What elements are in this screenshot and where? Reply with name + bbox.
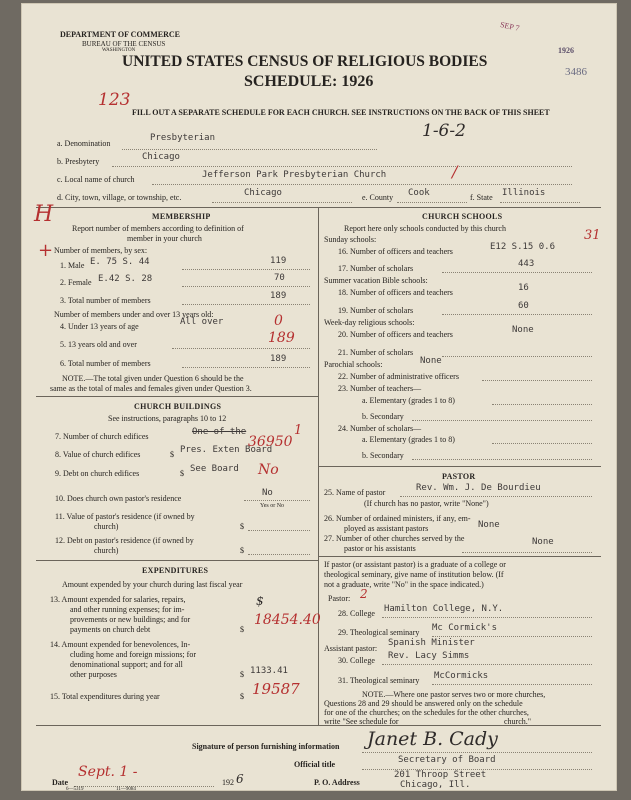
q6-label: 6. Total number of members: [60, 359, 151, 368]
church-name-label: c. Local name of church: [57, 175, 135, 184]
buildings-sub: See instructions, paragraphs 10 to 12: [108, 414, 227, 423]
q13-label-2: and other running expenses; for im-: [70, 605, 185, 614]
department-label: DEPARTMENT OF COMMERCE: [60, 30, 181, 39]
q1-breakdown: E. 75 S. 44: [90, 257, 150, 267]
q23-label: 23. Number of teachers—: [338, 384, 422, 393]
handwritten-number: 123: [98, 90, 131, 110]
pastor-sublabel: Pastor:: [328, 594, 351, 603]
q26-label-1: 26. Number of ordained ministers, if any, em-: [324, 514, 471, 523]
q23a-label: a. Elementary (grades 1 to 8): [362, 396, 455, 405]
q14-value: 1133.41: [250, 666, 288, 676]
assistant-pastor-value: Spanish Minister: [388, 638, 475, 648]
q14-label-1: 14. Amount expended for benevolences, In-: [50, 640, 191, 649]
parochial-value: None: [420, 356, 442, 366]
yes-no-hint: Yes or No: [260, 503, 285, 509]
q9-label: 9. Debt on church edifices: [55, 469, 140, 478]
q22-label: 22. Number of administrative officers: [338, 372, 459, 381]
q24-label: 24. Number of scholars—: [338, 424, 422, 433]
sunday-schools-label: Sunday schools:: [324, 235, 377, 244]
q3-label: 3. Total number of members: [60, 296, 151, 305]
q19-label: 19. Number of scholars: [338, 306, 414, 315]
print-number: 11—9084: [116, 787, 136, 792]
q21-label: 21. Number of scholars: [338, 348, 414, 357]
graduate-note-3: not a graduate, write "No" in the space indicated.): [324, 580, 484, 589]
presbytery-value: Chicago: [142, 152, 180, 162]
q9-value: No: [258, 462, 279, 478]
q11-label-2: church): [94, 522, 119, 531]
q5-label: 5. 13 years old and over: [60, 340, 137, 349]
q13-label-1: 13. Amount expended for salaries, repairs,: [50, 595, 186, 604]
q8-label: 8. Value of church edifices: [55, 450, 141, 459]
county-value: Cook: [408, 188, 430, 198]
q4-value: 0: [274, 313, 283, 329]
schools-sub: Report here only schools conducted by this church: [344, 224, 506, 233]
form-title: UNITED STATES CENSUS OF RELIGIOUS BODIES: [122, 53, 488, 70]
denomination-label: a. Denomination: [57, 139, 111, 148]
state-value: Illinois: [502, 188, 546, 198]
q3-value: 189: [270, 291, 287, 301]
po-address-line-1: 201 Throop Street: [394, 770, 487, 780]
handwritten-mark: H: [34, 202, 54, 227]
members-by-sex-label: Number of members, by sex:: [54, 246, 148, 255]
pastor-note-4: write "See schedule for: [324, 717, 399, 726]
graduate-note-2: theological seminary, give name of institution below. (If: [324, 570, 504, 579]
year-prefix: 192: [222, 778, 234, 787]
q24a-label: a. Elementary (grades 1 to 8): [362, 435, 455, 444]
q31-label: 31. Theological seminary: [338, 676, 420, 685]
q15-value: 19587: [252, 680, 300, 698]
q14-label-3: denominational support; and for all: [70, 660, 183, 669]
q13-label-4: payments on church debt: [70, 625, 151, 634]
expenditures-sub: Amount expended by your church during last fiscal year: [62, 580, 243, 589]
year-suffix: 6: [236, 772, 244, 786]
q13-label-3: provements or new buildings; and for: [70, 615, 191, 624]
q27-value: None: [532, 537, 554, 547]
presbytery-label: b. Presbytery: [57, 157, 100, 166]
official-title-label: Official title: [294, 760, 336, 769]
church-buildings-heading: CHURCH BUILDINGS: [134, 402, 222, 411]
city-label: d. City, town, village, or township, etc.: [57, 193, 182, 202]
q10-label: 10. Does church own pastor's residence: [55, 494, 182, 503]
q28-label: 28. College: [338, 609, 375, 618]
q31-value: McCormicks: [434, 671, 489, 681]
census-schedule-sheet: DEPARTMENT OF COMMERCE BUREAU OF THE CENSUS WASHINGTON UNITED STATES CENSUS OF RELIGIOUS BODIES SCHEDULE: 1926 SEP 7 1926 3486 123 FILL OUT A SEPARATE SCHEDULE FOR EACH CHURCH. SEE INSTRUCTIONS ON THE BACK OF THIS SHEET a. Denomination Presbyterian 1-6-2 b. Presbytery Chicago c. Local name of church Jefferson Park Presbyterian Church / d. City, town, village, or township, etc. Chicago e. County Cook f. State Illinois H MEMBERSHIP Report number of members according to definition of member in your church Number of members, by sex: + 1. Male E. 75 S. 44 119 2. Female E.42 S. 28 70 3. Total number of members 189 Number of members under and over 13 years old: 4. Under 13 years of age All over 0 5. 13 years old and over 189 6. Total number of members 189 NOTE.—The total given under Question 6 should be the same as the total of males and females given under Question 3. CHURCH BUILDINGS See instructions, paragraphs 10 to 12 7. Number of church edifices One of the 1 8. Value of church edifices $ Pres. Exten Board 36950 9. Debt on church edifices $ See Board No 10. Does church own pastor's residence No Yes or No 11. Value of pastor's residence (if owned by church) $ 12. Debt on pastor's residence (if owned by church) $ EXPENDITURES Amount expended by your church during last fiscal year 13. Amount expended for salaries, repairs, and other running expenses; for im- provements or new buildings; and for payments on church debt $ 18454.40 $ 14. Amount expended for benevolences, In- cluding home and foreign missions; for denominational support; and for all other purposes $ 1133.41 15. Total expenditures during year $ 19587 CHURCH SCHOOLS Report here only schools conducted by this church Sunday schools: 16. Number of officers and teachers E12 S.15 0.6 31 17. Number of scholars 443 Summer vacation Bible schools: 18. Number of officers and teachers 16 19. Number of scholars 60 Week-day religious schools: 20. Number of officers and teachers None 21. Number of scholars Parochial schools: None 22. Number of administrative officers 23. Number of teachers— a. Elementary (grades 1 to 8) b. Secondary 24. Number of scholars— a. Elementary (grades 1 to 8) b. Secondary PASTOR 25. Name of pastor Rev. Wm. J. De Bourdieu (If church has no pastor, write "None") 26. Number of ordained ministers, if any, em- ployed as assistant pastors None 27. Number of other churches served by the pastor or his assistants None If pastor (or assistant pastor) is a graduate of a college or theological seminary, give name of institution below. (If not a graduate, write "No" in the space indicated.) Pastor: 2 28. College Hamilton College, N.Y. 29. Theological seminary Mc Cormick's Assistant pastor: Spanish Minister 30. College Rev. Lacy Simms 31. Theological seminary McCormicks NOTE.—Where one pastor serves two or more churches, Questions 28 and 29 should be answered only on the schedule for one of the churches; on the schedules for the other churches, write "See schedule for church." Signature of person furnishing information Janet B. Cady Official title Secretary of Board Date Sept. 1 - 192 6 P. O. Address 201 Throop Street Chicago, Ill. 6—5319 11—9084: [22, 4, 616, 790]
q17-label: 17. Number of scholars: [338, 264, 414, 273]
q12-label-2: church): [94, 546, 119, 555]
q1-label: 1. Male: [60, 261, 85, 270]
q14-label-2: cluding home and foreign missions; for: [70, 650, 196, 659]
pastor-mark: 2: [360, 587, 368, 601]
q30-label: 30. College: [338, 656, 375, 665]
q25-label: 25. Name of pastor: [324, 488, 386, 497]
pastor-heading: PASTOR: [442, 472, 476, 481]
membership-heading: MEMBERSHIP: [152, 212, 211, 221]
summer-schools-label: Summer vacation Bible schools:: [324, 276, 428, 285]
county-label: e. County: [362, 193, 394, 202]
q5-value: 189: [268, 330, 295, 346]
q28-value: Hamilton College, N.Y.: [384, 604, 504, 614]
q7-label: 7. Number of church edifices: [55, 432, 149, 441]
q27-label-1: 27. Number of other churches served by the: [324, 534, 465, 543]
q8-value: 36950: [248, 434, 293, 450]
q15-dollar: $: [240, 692, 244, 701]
received-stamp-date: SEP 7: [499, 20, 521, 33]
graduate-note-1: If pastor (or assistant pastor) is a graduate of a college or: [324, 560, 506, 569]
q26-value: None: [478, 520, 500, 530]
q2-label: 2. Female: [60, 278, 92, 287]
q26-label-2: ployed as assistant pastors: [344, 524, 429, 533]
q1-value: 119: [270, 256, 287, 266]
received-stamp-year: 1926: [558, 46, 574, 55]
q13-dollar: $: [240, 625, 244, 634]
q16-label: 16. Number of officers and teachers: [338, 247, 453, 256]
q7-value: One of the: [192, 427, 247, 437]
q13-value: 18454.40: [254, 612, 321, 628]
q18-label: 18. Number of officers and teachers: [338, 288, 453, 297]
q4-note: All over: [180, 317, 224, 327]
date-label: Date: [52, 778, 68, 787]
q2-value: 70: [274, 273, 285, 283]
q24b-label: b. Secondary: [362, 451, 404, 460]
handwritten-code: 1-6-2: [422, 121, 466, 141]
q25-note: (If church has no pastor, write "None"): [364, 499, 489, 508]
q4-label: 4. Under 13 years of age: [60, 322, 139, 331]
q16-value: E12 S.15 0.6: [490, 242, 556, 252]
assistant-pastor-label: Assistant pastor:: [324, 644, 378, 653]
q6-value: 189: [270, 354, 287, 364]
q11-label-1: 11. Value of pastor's residence (if owned by: [55, 512, 195, 521]
q14-dollar: $: [240, 670, 244, 679]
q27-label-2: pastor or his assistants: [344, 544, 416, 553]
q19-value: 60: [518, 301, 529, 311]
signature-label: Signature of person furnishing information: [192, 742, 340, 751]
city-label: WASHINGTON: [102, 48, 136, 53]
state-label: f. State: [470, 193, 493, 202]
q25-value: Rev. Wm. J. De Bourdieu: [416, 483, 541, 493]
file-number-stamp: 3486: [565, 66, 587, 78]
date-value: Sept. 1 -: [78, 764, 138, 780]
weekday-schools-label: Week-day religious schools:: [324, 318, 415, 327]
membership-sub1: Report number of members according to definition of: [72, 224, 244, 233]
membership-note-1: NOTE.—The total given under Question 6 should be the: [62, 374, 244, 383]
q2-breakdown: E.42 S. 28: [98, 274, 153, 284]
city-value: Chicago: [244, 188, 282, 198]
schedule-title: SCHEDULE: 1926: [244, 73, 374, 90]
church-schools-heading: CHURCH SCHOOLS: [422, 212, 503, 221]
pastor-note-3: for one of the churches; on the schedules for the other churches,: [324, 708, 529, 717]
q20-value: None: [512, 325, 534, 335]
q12-label-1: 12. Debt on pastor's residence (if owned by: [55, 536, 194, 545]
q30-value: Rev. Lacy Simms: [388, 651, 470, 661]
q18-value: 16: [518, 283, 529, 293]
q17-value: 443: [518, 259, 535, 269]
membership-sub2: member in your church: [127, 234, 202, 243]
q20-label: 20. Number of officers and teachers: [338, 330, 453, 339]
q15-label: 15. Total expenditures during year: [50, 692, 160, 701]
expenditures-heading: EXPENDITURES: [142, 566, 209, 575]
q8-typed: Pres. Exten Board: [180, 445, 273, 455]
po-address-line-2: Chicago, Ill.: [400, 780, 471, 790]
q10-value: No: [262, 488, 273, 498]
pastor-note-5: church.": [504, 717, 532, 726]
po-address-label: P. O. Address: [314, 778, 360, 787]
q12-dollar: $: [240, 546, 244, 555]
q29-label: 29. Theological seminary: [338, 628, 420, 637]
official-title-value: Secretary of Board: [398, 755, 496, 765]
signature-value: Janet B. Cady: [367, 728, 498, 750]
membership-note-2: same as the total of males and females given under Question 3.: [50, 384, 252, 393]
q23b-label: b. Secondary: [362, 412, 404, 421]
q16-total: 31: [584, 228, 601, 243]
q29-value: Mc Cormick's: [432, 623, 498, 633]
q9-typed: See Board: [190, 464, 239, 474]
denomination-value: Presbyterian: [150, 133, 216, 143]
instruction-line: FILL OUT A SEPARATE SCHEDULE FOR EACH CHURCH. SEE INSTRUCTIONS ON THE BACK OF THIS SHEET: [132, 108, 550, 117]
pastor-note-2: Questions 28 and 29 should be answered only on the schedule: [324, 699, 523, 708]
bureau-label: BUREAU OF THE CENSUS: [82, 40, 166, 48]
members-by-age-label: Number of members under and over 13 years old:: [54, 310, 214, 319]
parochial-schools-label: Parochial schools:: [324, 360, 383, 369]
church-name-value: Jefferson Park Presbyterian Church: [202, 170, 387, 180]
q11-dollar: $: [240, 522, 244, 531]
pastor-note-1: NOTE.—Where one pastor serves two or more churches,: [362, 690, 546, 699]
form-number: 6—5319: [66, 787, 84, 792]
q14-label-4: other purposes: [70, 670, 117, 679]
